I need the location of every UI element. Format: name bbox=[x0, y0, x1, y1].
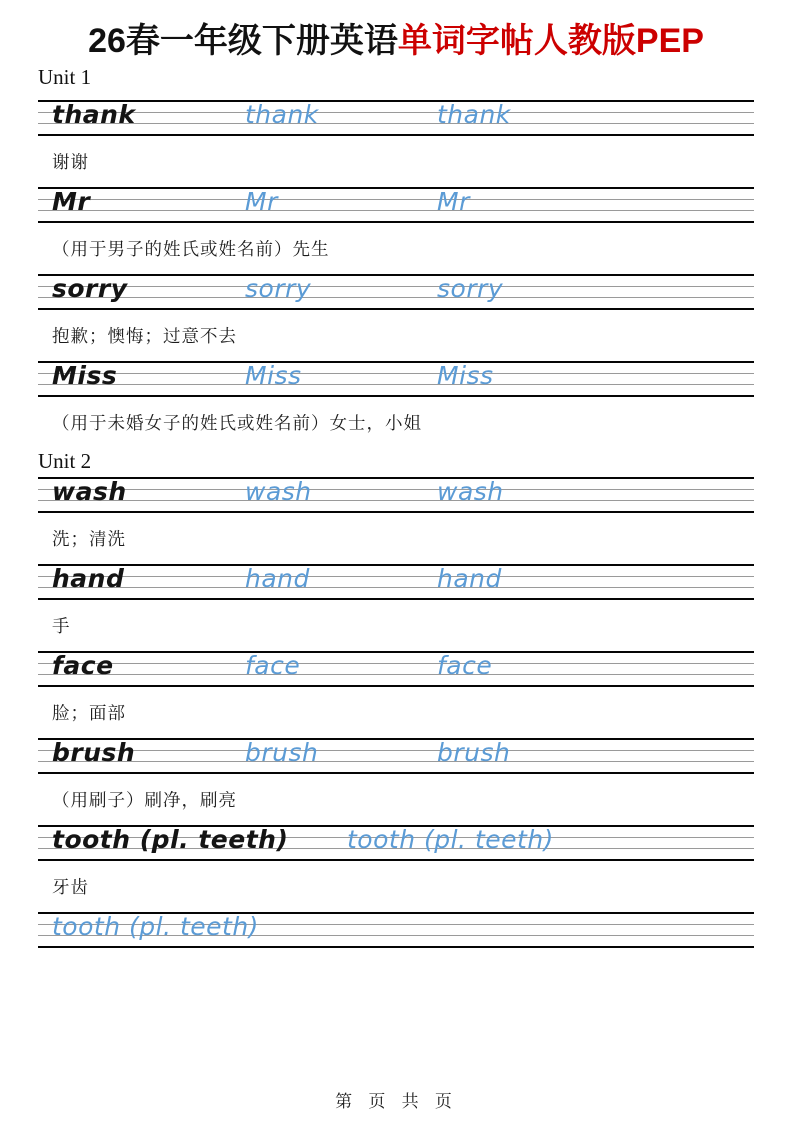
word-trace-1: tooth (pl. teeth) bbox=[347, 825, 554, 854]
handwriting-guide bbox=[38, 187, 754, 223]
word-trace-2: sorry bbox=[437, 274, 504, 303]
word-trace-1: face bbox=[245, 651, 301, 680]
title-main: 26春一年级下册英语 bbox=[88, 22, 398, 60]
handwriting-guide bbox=[38, 274, 754, 310]
word-trace-1: wash bbox=[245, 477, 312, 506]
word-trace-1: sorry bbox=[245, 274, 312, 303]
word-text: face bbox=[52, 651, 114, 680]
handwriting-guide bbox=[38, 564, 754, 600]
word-meaning: （用于男子的姓氏或姓名前）先生 bbox=[52, 239, 330, 259]
unit-label-2: Unit 2 bbox=[38, 449, 92, 473]
word-meaning: 脸；面部 bbox=[52, 703, 126, 723]
word-trace-1: hand bbox=[245, 564, 310, 593]
word-trace-2: hand bbox=[437, 564, 502, 593]
word-trace-2: face bbox=[437, 651, 493, 680]
word-block-wash bbox=[38, 477, 754, 564]
word-block-mr bbox=[38, 187, 754, 274]
word-text: Mr bbox=[52, 187, 91, 216]
word-block-hand bbox=[38, 564, 754, 651]
handwriting-guide bbox=[38, 651, 754, 687]
word-block-sorry bbox=[38, 274, 754, 361]
page-title bbox=[38, 20, 754, 62]
trace-word: tooth (pl. teeth) bbox=[52, 912, 259, 941]
word-trace-2: Mr bbox=[437, 187, 470, 216]
handwriting-guide bbox=[38, 825, 754, 861]
word-trace-2: brush bbox=[437, 738, 511, 767]
word-text: brush bbox=[52, 738, 136, 767]
handwriting-guide bbox=[38, 100, 754, 136]
word-meaning: 抱歉；懊悔；过意不去 bbox=[52, 326, 237, 346]
word-trace-1: Mr bbox=[245, 187, 278, 216]
word-meaning: 谢谢 bbox=[52, 152, 89, 172]
word-trace-1: brush bbox=[245, 738, 319, 767]
word-trace-2: thank bbox=[437, 100, 511, 129]
word-block-miss bbox=[38, 361, 754, 448]
handwriting-guide bbox=[38, 738, 754, 774]
page-footer: 第 页 共 页 bbox=[335, 1092, 458, 1111]
word-meaning: （用刷子）刷净，刷亮 bbox=[52, 790, 237, 810]
word-text: hand bbox=[52, 564, 125, 593]
word-text: Miss bbox=[52, 361, 118, 390]
word-trace-2: Miss bbox=[437, 361, 494, 390]
word-block-brush bbox=[38, 738, 754, 825]
title-highlight: 单词字帖人教版PEP bbox=[397, 22, 704, 60]
word-trace-1: Miss bbox=[245, 361, 302, 390]
word-meaning: 手 bbox=[52, 616, 71, 636]
handwriting-guide bbox=[38, 477, 754, 513]
word-text: sorry bbox=[52, 274, 128, 303]
word-block-face bbox=[38, 651, 754, 738]
word-trace-1: thank bbox=[245, 100, 319, 129]
word-block-tooth-trace bbox=[38, 912, 754, 948]
word-trace-2: wash bbox=[437, 477, 504, 506]
word-text: wash bbox=[52, 477, 127, 506]
word-meaning: 牙齿 bbox=[52, 877, 89, 897]
handwriting-guide bbox=[38, 361, 754, 397]
word-block-tooth bbox=[38, 825, 754, 912]
word-meaning: 洗；清洗 bbox=[52, 529, 126, 549]
handwriting-guide bbox=[38, 912, 754, 948]
word-block-thank bbox=[38, 100, 754, 187]
word-text: tooth (pl. teeth) bbox=[52, 825, 289, 854]
unit-label-1: Unit 1 bbox=[38, 65, 92, 89]
word-meaning: （用于未婚女子的姓氏或姓名前）女士，小姐 bbox=[52, 413, 422, 433]
word-text: thank bbox=[52, 100, 136, 129]
